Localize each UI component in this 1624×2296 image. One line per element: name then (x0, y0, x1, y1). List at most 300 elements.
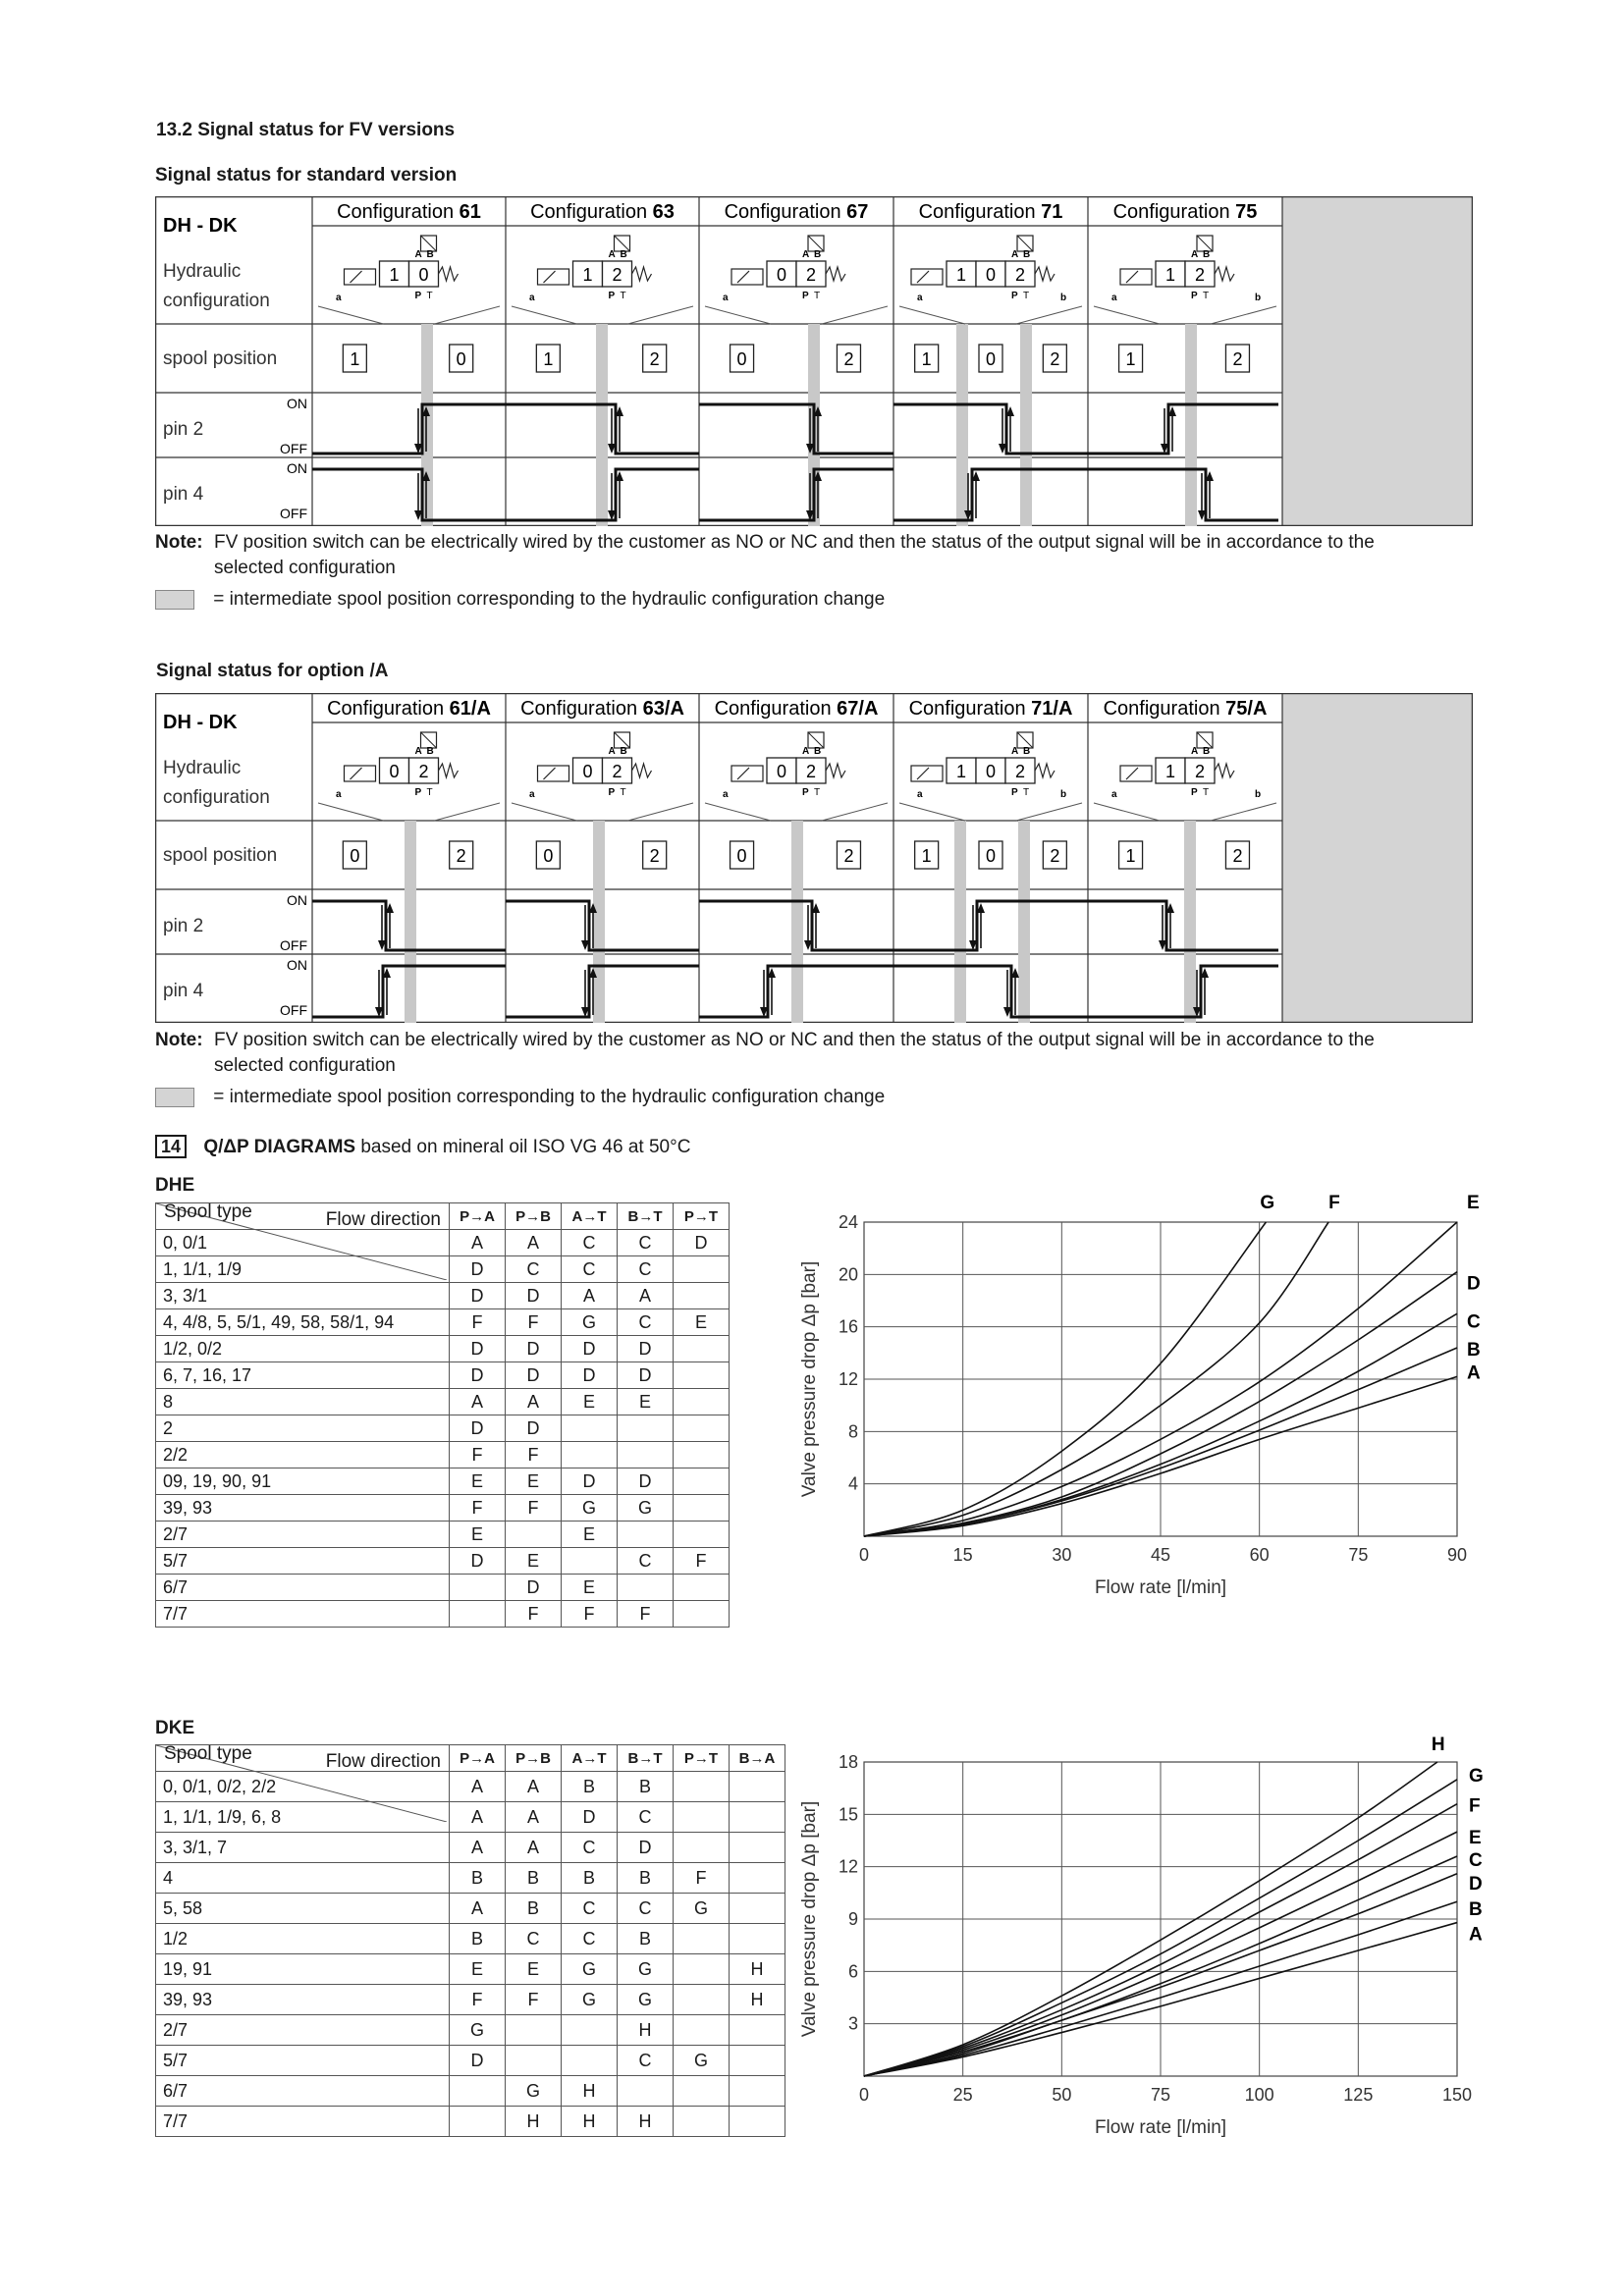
curve-label-c: C (1469, 1850, 1483, 1871)
config-header (327, 698, 491, 720)
port-b-label: B (1203, 746, 1211, 757)
table-row (156, 1894, 785, 1924)
spool-type-cell: 0, 0/1 (156, 1230, 450, 1256)
curve-letter-cell: D (450, 1362, 506, 1389)
y-tick-label: 9 (847, 1909, 858, 1929)
note-label: Note: (155, 1030, 203, 1050)
standard-version-title: Signal status for standard version (155, 165, 458, 186)
curve-letter-cell: H (618, 2107, 674, 2137)
curve-letter-cell: G (618, 1985, 674, 2015)
spool-position-number: 2 (649, 846, 660, 866)
port-p-label: P (414, 291, 422, 301)
curve-label-b: B (1467, 1340, 1481, 1361)
gray-filler-column (1282, 196, 1473, 526)
spool-position-number: 2 (1050, 349, 1060, 369)
config-header-number: 71 (1041, 201, 1063, 223)
curve-letter-cell: D (450, 1256, 506, 1283)
coil-b-label: b (1255, 789, 1262, 800)
x-tick-label: 75 (1150, 2085, 1171, 2105)
curve-letter-cell: A (506, 1772, 562, 1802)
curve-letter-cell: D (450, 2046, 506, 2076)
row-label-pin-4: pin 4 (163, 981, 204, 1001)
curve-letter-cell: E (450, 1522, 506, 1548)
curve-letter-cell (618, 1575, 674, 1601)
spool-position-number: 1 (1125, 349, 1136, 369)
port-t-label: T (620, 291, 626, 301)
spool-type-cell: 2/7 (156, 2015, 450, 2046)
port-a-label: A (1191, 746, 1199, 757)
curve-letter-cell (730, 1802, 785, 1833)
dhe-pressure-drop-chart (785, 1193, 1492, 1605)
curve-letter-cell: G (674, 2046, 730, 2076)
spool-type-cell: 39, 93 (156, 1495, 450, 1522)
intermediate-band (791, 821, 803, 1023)
symbol-spool-number: 1 (1164, 762, 1176, 781)
section-14-title: Q/ΔP DIAGRAMS (203, 1137, 356, 1157)
curve-letter-cell: B (506, 1894, 562, 1924)
curve-letter-cell: F (450, 1442, 506, 1468)
intermediate-position-swatch (155, 1088, 194, 1107)
port-p-label: P (1011, 291, 1018, 301)
curve-letter-cell (674, 1415, 730, 1442)
port-b-label: B (1203, 249, 1211, 260)
curve-letter-cell: C (562, 1924, 618, 1954)
table-row (156, 1548, 730, 1575)
y-tick-label: 24 (838, 1212, 858, 1232)
table-row (156, 1442, 730, 1468)
curve-letter-cell (618, 2076, 674, 2107)
curve-letter-cell (450, 2107, 506, 2137)
signal-status-option-table (155, 693, 1473, 1023)
intermediate-band (1184, 821, 1196, 1023)
spool-type-cell: 6/7 (156, 1575, 450, 1601)
curve-letter-cell (674, 1389, 730, 1415)
config-header (715, 698, 879, 720)
config-header (1113, 201, 1258, 223)
flow-direction-label: Flow direction (325, 1209, 441, 1230)
curve-letter-cell: A (450, 1772, 506, 1802)
curve-letter-cell (674, 1772, 730, 1802)
spool-position-number: 2 (843, 846, 854, 866)
signal-status-standard-table (155, 196, 1473, 526)
table-row (156, 1863, 785, 1894)
port-t-label: T (1023, 291, 1030, 301)
curve-letter-cell (450, 2076, 506, 2107)
section-13-2-title: 13.2 Signal status for FV versions (156, 120, 456, 140)
coil-a-label: a (336, 789, 342, 800)
hydraulic-symbol (1094, 236, 1276, 324)
curve-letter-cell: A (618, 1283, 674, 1309)
curve-letter-cell: D (562, 1362, 618, 1389)
pin-4-on-label: ON (287, 460, 307, 476)
curve-letter-cell (730, 1924, 785, 1954)
curve-label-g: G (1260, 1193, 1275, 1213)
y-tick-label: 15 (838, 1804, 858, 1825)
config-header (520, 698, 684, 720)
curve-letter-cell (730, 2076, 785, 2107)
curve-letter-cell: E (674, 1309, 730, 1336)
config-header (725, 201, 869, 223)
row-header-dh-dk: DH - DK (163, 215, 238, 237)
curve-letter-cell: D (506, 1415, 562, 1442)
curve-letter-cell: C (506, 1924, 562, 1954)
port-b-label: B (1023, 249, 1031, 260)
pin-2-on-label: ON (287, 892, 307, 908)
coil-a-label: a (723, 293, 729, 303)
curve-label-d: D (1469, 1873, 1483, 1895)
row-label-configuration: configuration (163, 291, 270, 311)
curve-letter-cell: F (674, 1548, 730, 1575)
note-text-1: FV position switch can be electrically wired by the customer as NO or NC and then the status of the output signal will be in accordance to the (214, 1030, 1375, 1050)
curve-letter-cell (506, 1522, 562, 1548)
curve-letter-cell: E (562, 1575, 618, 1601)
y-tick-label: 12 (838, 1369, 858, 1389)
port-p-label: P (608, 787, 616, 798)
curve-letter-cell: D (562, 1468, 618, 1495)
coil-a-label: a (336, 293, 342, 303)
curve-letter-cell (674, 1283, 730, 1309)
port-a-label: A (1011, 249, 1019, 260)
curve-label-a: A (1467, 1362, 1481, 1384)
spool-position-number: 0 (736, 846, 747, 866)
coil-a-label: a (529, 789, 535, 800)
curve-letter-cell: D (450, 1283, 506, 1309)
curve-letter-cell: F (506, 1601, 562, 1628)
curve-letter-cell (674, 1985, 730, 2015)
curve-letter-cell (674, 2107, 730, 2137)
intermediate-band (1018, 821, 1030, 1023)
curve-letter-cell (562, 2015, 618, 2046)
curve-letter-cell: H (562, 2076, 618, 2107)
symbol-spool-number: 2 (1014, 762, 1026, 781)
symbol-spool-number: 0 (776, 762, 787, 781)
curve-letter-cell: D (506, 1575, 562, 1601)
y-axis-label: Valve pressure drop Δp [bar] (799, 1260, 820, 1498)
x-tick-label: 75 (1348, 1545, 1369, 1565)
curve-label-f: F (1328, 1193, 1340, 1213)
curve-letter-cell: D (450, 1336, 506, 1362)
spool-type-cell: 09, 19, 90, 91 (156, 1468, 450, 1495)
config-header-number: 67 (846, 201, 869, 223)
port-b-label: B (814, 746, 822, 757)
port-t-label: T (426, 787, 433, 798)
table-row (156, 1575, 730, 1601)
hydraulic-symbol (318, 732, 500, 821)
x-tick-label: 150 (1441, 2085, 1473, 2105)
curve-letter-cell (562, 2046, 618, 2076)
spool-type-cell: 5, 58 (156, 1894, 450, 1924)
port-p-label: P (608, 291, 616, 301)
port-a-label: A (414, 746, 422, 757)
spool-type-cell: 1/2 (156, 1924, 450, 1954)
x-tick-label: 45 (1150, 1545, 1171, 1565)
symbol-spool-number: 2 (612, 265, 623, 285)
config-header-number: 75 (1235, 201, 1258, 223)
curve-letter-cell: C (562, 1833, 618, 1863)
config-header-number: 63/A (642, 698, 684, 720)
spool-position-number: 2 (843, 349, 854, 369)
row-label-spool-position: spool position (163, 348, 278, 369)
spool-position-number: 1 (921, 846, 932, 866)
curve-letter-cell: C (618, 1256, 674, 1283)
port-b-label: B (620, 746, 627, 757)
row-label-hydraulic: Hydraulic (163, 758, 242, 778)
hydraulic-symbol (705, 732, 888, 821)
hydraulic-symbol (512, 732, 693, 821)
port-a-label: A (802, 746, 810, 757)
signal-trace (1088, 966, 1278, 1017)
curve-letter-cell (730, 1894, 785, 1924)
symbol-spool-number: 0 (776, 265, 787, 285)
gray-filler-column (1282, 693, 1473, 1023)
curve-letter-cell (674, 1336, 730, 1362)
curve-letter-cell: C (618, 1894, 674, 1924)
config-header-prefix: Configuration (918, 201, 1042, 223)
y-tick-label: 18 (838, 1752, 858, 1772)
y-tick-label: 3 (847, 2013, 858, 2034)
table-row (156, 1924, 785, 1954)
column-header: P→T (674, 1203, 730, 1230)
table-row (156, 1833, 785, 1863)
curve-letter-cell: H (562, 2107, 618, 2137)
curve-letter-cell (674, 1468, 730, 1495)
curve-label-f: F (1469, 1795, 1481, 1817)
table-row (156, 1389, 730, 1415)
signal-trace (1088, 901, 1278, 950)
config-header-number: 63 (652, 201, 675, 223)
column-header: B→T (618, 1203, 674, 1230)
port-a-label: A (608, 746, 616, 757)
note-text-2: selected configuration (214, 1055, 396, 1076)
curve-letter-cell: E (506, 1468, 562, 1495)
curve-letter-cell: G (562, 1495, 618, 1522)
curve-letter-cell: G (450, 2015, 506, 2046)
config-header-prefix: Configuration (327, 698, 450, 720)
coil-a-label: a (529, 293, 535, 303)
port-p-label: P (414, 787, 422, 798)
signal-trace (893, 901, 1088, 950)
curve-letter-cell: D (562, 1336, 618, 1362)
curve-letter-cell: C (562, 1256, 618, 1283)
config-header-prefix: Configuration (908, 698, 1032, 720)
curve-letter-cell: D (618, 1362, 674, 1389)
curve-letter-cell: B (450, 1863, 506, 1894)
curve-letter-cell: F (450, 1495, 506, 1522)
spool-type-cell: 39, 93 (156, 1985, 450, 2015)
section-number: 14 (155, 1135, 187, 1158)
x-tick-label: 25 (952, 2085, 973, 2105)
curve-letter-cell: D (506, 1283, 562, 1309)
port-t-label: T (620, 787, 626, 798)
curve-letter-cell: G (562, 1985, 618, 2015)
curve-letter-cell: A (506, 1389, 562, 1415)
curve-letter-cell: B (506, 1863, 562, 1894)
curve-letter-cell: B (618, 1924, 674, 1954)
x-tick-label: 30 (1052, 1545, 1072, 1565)
curve-letter-cell (730, 1863, 785, 1894)
config-header-prefix: Configuration (1103, 698, 1226, 720)
spool-position-number: 2 (1232, 349, 1243, 369)
spool-position-number: 1 (350, 349, 360, 369)
curve-letter-cell: C (618, 2046, 674, 2076)
port-t-label: T (1203, 291, 1210, 301)
coil-b-label: b (1060, 789, 1067, 800)
curve-letter-cell (618, 1522, 674, 1548)
hydraulic-symbol (512, 236, 693, 324)
y-axis-label: Valve pressure drop Δp [bar] (799, 1800, 820, 2038)
spool-type-cell: 1, 1/1, 1/9, 6, 8 (156, 1802, 450, 1833)
spool-type-cell: 2/7 (156, 1522, 450, 1548)
table-row (156, 1336, 730, 1362)
curve-letter-cell: G (618, 1954, 674, 1985)
curve-letter-cell: C (618, 1230, 674, 1256)
pin-2-on-label: ON (287, 396, 307, 411)
hydraulic-symbol (318, 236, 500, 324)
curve-letter-cell: D (450, 1415, 506, 1442)
port-a-label: A (608, 249, 616, 260)
curve-label-e: E (1467, 1193, 1480, 1213)
spool-type-cell: 19, 91 (156, 1954, 450, 1985)
curve-letter-cell: G (506, 2076, 562, 2107)
curve-letter-cell: A (562, 1283, 618, 1309)
signal-trace (312, 404, 506, 454)
signal-trace (699, 469, 893, 520)
symbol-spool-number: 0 (985, 265, 997, 285)
intermediate-band (596, 324, 608, 526)
port-b-label: B (814, 249, 822, 260)
curve-letter-cell: B (618, 1863, 674, 1894)
y-tick-label: 12 (838, 1856, 858, 1877)
curve-letter-cell: F (506, 1985, 562, 2015)
curve-letter-cell: A (450, 1894, 506, 1924)
symbol-spool-number: 2 (1014, 265, 1026, 285)
note-label: Note: (155, 532, 203, 553)
spool-type-cell: 0, 0/1, 0/2, 2/2 (156, 1772, 450, 1802)
pin-2-off-label: OFF (280, 937, 307, 953)
config-header (1104, 698, 1268, 720)
coil-a-label: a (1111, 293, 1117, 303)
curve-letter-cell: D (618, 1336, 674, 1362)
spool-type-cell: 4, 4/8, 5, 5/1, 49, 58, 58/1, 94 (156, 1309, 450, 1336)
spool-position-number: 2 (1050, 846, 1060, 866)
spool-position-number: 1 (1125, 846, 1136, 866)
curve-label-h: H (1431, 1735, 1445, 1755)
port-b-label: B (426, 746, 434, 757)
spool-position-number: 1 (921, 349, 932, 369)
curve-letter-cell (450, 1575, 506, 1601)
curve-letter-cell (674, 1601, 730, 1628)
coil-b-label: b (1255, 293, 1262, 303)
column-header: P→A (450, 1203, 506, 1230)
curve-letter-cell: A (450, 1389, 506, 1415)
column-header: B→T (618, 1745, 674, 1772)
x-tick-label: 0 (858, 1545, 870, 1565)
curve-letter-cell (506, 2046, 562, 2076)
curve-letter-cell (618, 1415, 674, 1442)
spool-type-cell: 1, 1/1, 1/9 (156, 1256, 450, 1283)
table-row (156, 2046, 785, 2076)
intermediate-band (1020, 324, 1032, 526)
dke-spool-table (155, 1744, 785, 2137)
section-14-heading (155, 1137, 690, 1158)
signal-trace (312, 469, 506, 520)
x-tick-label: 90 (1446, 1545, 1468, 1565)
curve-letter-cell: F (562, 1601, 618, 1628)
spool-type-cell: 6/7 (156, 2076, 450, 2107)
spool-type-cell: 4 (156, 1863, 450, 1894)
curve-letter-cell: E (450, 1954, 506, 1985)
column-header: A→T (562, 1745, 618, 1772)
table-row (156, 1283, 730, 1309)
curve-letter-cell: E (562, 1389, 618, 1415)
y-tick-label: 16 (838, 1316, 858, 1337)
spool-type-cell: 5/7 (156, 1548, 450, 1575)
spool-type-cell: 6, 7, 16, 17 (156, 1362, 450, 1389)
signal-trace (1088, 404, 1278, 454)
row-label-spool-position: spool position (163, 845, 278, 866)
config-header-prefix: Configuration (714, 698, 838, 720)
coil-b-label: b (1060, 293, 1067, 303)
spool-type-cell: 3, 3/1 (156, 1283, 450, 1309)
config-header-number: 75/A (1225, 698, 1268, 720)
curve-letter-cell: F (506, 1442, 562, 1468)
table-row (156, 1309, 730, 1336)
dhe-label: DHE (155, 1175, 195, 1196)
note-text-1: FV position switch can be electrically wired by the customer as NO or NC and then the status of the output signal will be in accordance to the (214, 532, 1375, 553)
curve-letter-cell: F (506, 1495, 562, 1522)
signal-trace (893, 469, 1088, 520)
curve-letter-cell: A (506, 1833, 562, 1863)
spool-position-number: 1 (543, 349, 554, 369)
port-t-label: T (1203, 787, 1210, 798)
symbol-spool-number: 1 (955, 762, 967, 781)
symbol-spool-number: 1 (582, 265, 593, 285)
curve-letter-cell: D (562, 1802, 618, 1833)
port-a-label: A (1191, 249, 1199, 260)
port-a-label: A (1011, 746, 1019, 757)
hydraulic-symbol (705, 236, 888, 324)
curve-letter-cell: F (674, 1863, 730, 1894)
pin-2-off-label: OFF (280, 441, 307, 456)
row-header-dh-dk: DH - DK (163, 712, 238, 733)
spool-position-number: 0 (985, 349, 997, 369)
curve-label-e: E (1469, 1828, 1482, 1849)
config-header (909, 698, 1073, 720)
curve-letter-cell: C (618, 1309, 674, 1336)
column-header: P→T (674, 1745, 730, 1772)
curve-letter-cell: G (674, 1894, 730, 1924)
port-b-label: B (1023, 746, 1031, 757)
coil-a-label: a (917, 789, 923, 800)
curve-letter-cell: C (562, 1230, 618, 1256)
coil-a-label: a (1111, 789, 1117, 800)
port-p-label: P (1011, 787, 1018, 798)
spool-position-number: 0 (985, 846, 997, 866)
table-row (156, 1985, 785, 2015)
curve-letter-cell: E (562, 1522, 618, 1548)
curve-letter-cell (674, 1362, 730, 1389)
intermediate-band (593, 821, 605, 1023)
symbol-spool-number: 1 (955, 265, 967, 285)
curve-letter-cell: B (618, 1772, 674, 1802)
port-a-label: A (414, 249, 422, 260)
curve-letter-cell: E (506, 1954, 562, 1985)
spool-position-number: 0 (736, 349, 747, 369)
spool-type-cell: 2 (156, 1415, 450, 1442)
port-b-label: B (620, 249, 627, 260)
port-t-label: T (814, 787, 821, 798)
curve-letter-cell: G (562, 1309, 618, 1336)
